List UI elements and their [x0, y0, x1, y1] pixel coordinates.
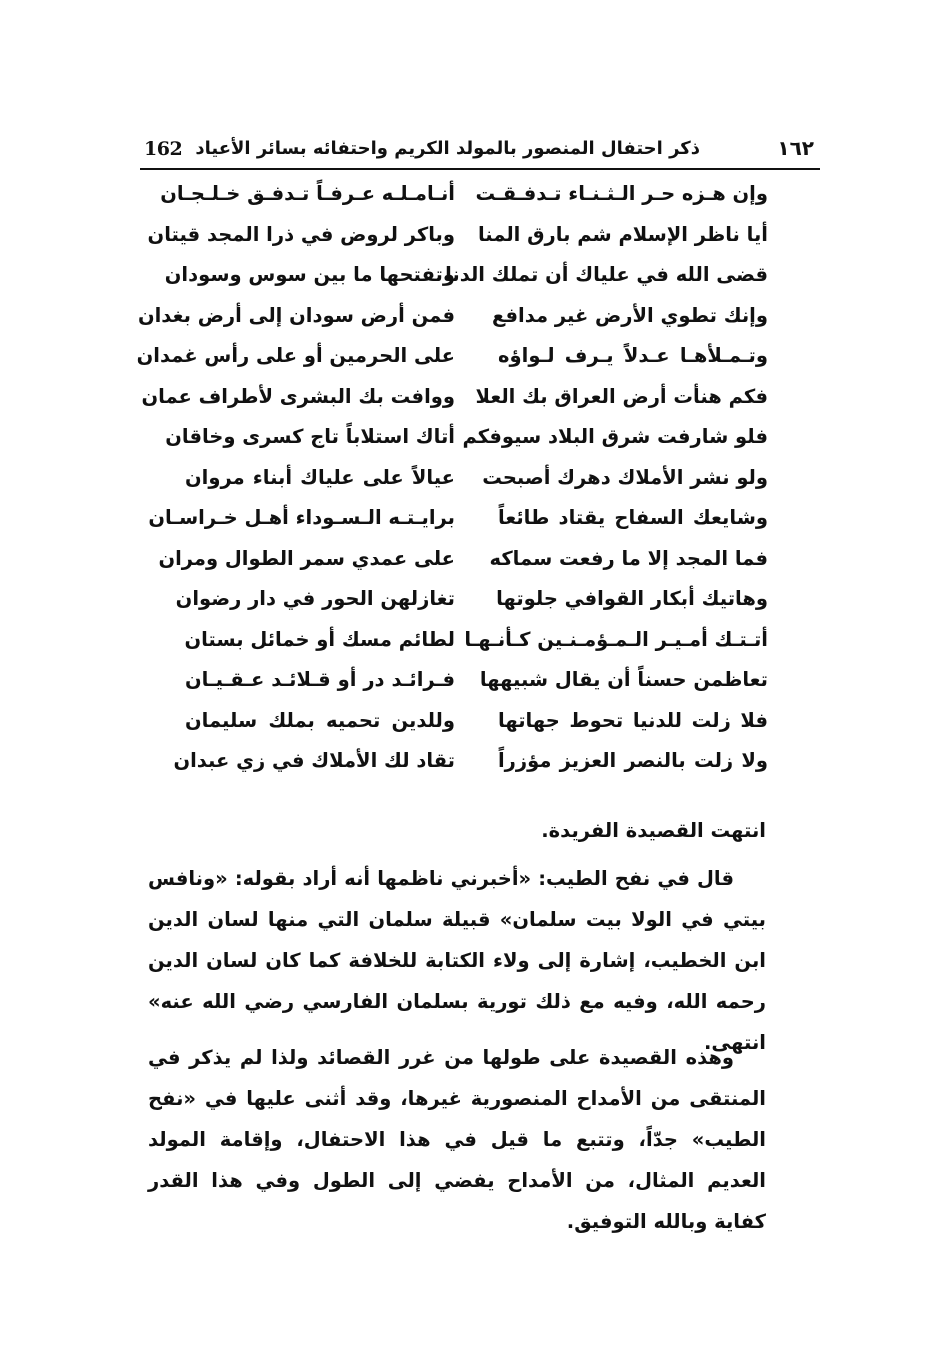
page-header — [140, 132, 820, 170]
verse-second-hemistich: فـرائـد در أو قـلائـد عـقـيـان — [185, 668, 455, 691]
verse — [136, 342, 830, 383]
running-title: ذكر احتفال المنصور بالمولد الكريم واحتفائه بسائر الأعياد — [195, 138, 700, 159]
poem-end-note: انتهت القصيدة الفريدة. — [541, 819, 766, 842]
verse-second-hemistich: أنـامـلـه عـرفـاً تـدفـق خـلـجـان — [160, 182, 455, 205]
verse — [150, 626, 830, 667]
verse-second-hemistich: برايـتـه الـسـوداء أهـل خـراسـان — [148, 506, 455, 529]
verse-first-hemistich: فلا زلت للدنيا تحوط جهاتها — [498, 708, 768, 732]
verse-first-hemistich: فما المجد إلا ما رفعت سماكه — [489, 546, 768, 570]
verse-first-hemistich: ولا زلت بالنصر العزيز مؤزراً — [498, 749, 768, 772]
verse — [150, 707, 830, 748]
verse-first-hemistich: قضى الله في علياك أن تملك الدنا — [445, 263, 768, 286]
verse — [150, 180, 830, 221]
verse-second-hemistich: وللدين تحميه بملك سليمان — [185, 708, 455, 732]
verse-second-hemistich: تغازلهن الحور في دار رضوان — [175, 587, 455, 610]
verse-first-hemistich: أيا ناظر الإسلام شم بارق المنا — [477, 222, 768, 246]
page-number-arabic: ١٦٢ — [777, 136, 814, 160]
verse-second-hemistich: على عمدي سمر الطوال ومران — [158, 546, 455, 570]
verse — [150, 261, 830, 302]
verse-second-hemistich: أتاك استلاباً تاج كسرى وخاقان — [165, 425, 455, 448]
verse — [137, 302, 830, 343]
verse — [141, 383, 830, 424]
verse-first-hemistich: وإنك تطوي الأرض غير مدافع — [491, 303, 768, 327]
verse-first-hemistich: ولو نشر الأملاك دهرك أصبحت — [482, 465, 768, 489]
verse — [150, 545, 830, 586]
verse — [150, 666, 830, 707]
verse — [150, 423, 830, 464]
verse-first-hemistich: تعاظمن حسناً أن يقال شبيهها — [479, 668, 768, 691]
verse-first-hemistich: وتـمـلأهـا عـدلاً يـرف لـواؤه — [498, 344, 768, 367]
page-number-latin: 162 — [144, 138, 183, 160]
verse-first-hemistich: أتـتـك أمـيـر الـمـؤمـنـين كـأنـهـا — [464, 627, 768, 651]
verse — [150, 585, 830, 626]
verse-second-hemistich: تقاد لك الأملاك في زي عبدان — [173, 749, 455, 772]
verse-second-hemistich: وتفتحها ما بين سوس وسودان — [164, 263, 455, 286]
verse-first-hemistich: وهاتيك أبكار القوافي جلوتها — [496, 587, 768, 610]
poem — [136, 180, 830, 788]
verse — [150, 464, 830, 505]
paragraph-nafh-al-tib: قال في نفح الطيب: «أخبرني ناظمها أنه أراد بقوله: «ونافس بيتي في الولا بيت سلمان» قبيلة سلمان التي منها لسان الدين ابن الخطيب، إشارة إلى ولاء الكتابة للخلافة كما كان لسان الدين رحمه الله، وفيه مع ذلك تورية بسلمان الفارسي رضي الله عنه» انتهى. — [148, 867, 766, 1054]
paragraph-closing: وهذه القصيدة على طولها من غرر القصائد ولذا لم يذكر في المنتقى من الأمداح المنصورية غيرها، وقد أثنى عليها في «نفح الطيب» جدّاً، وتتبع ما قيل في هذا الاحتفال، وإقامة المولد العديم المثال، من الأمداح يفضي إلى الطول وفي هذا القدر كفاية وبالله التوفيق. — [148, 1046, 766, 1233]
verse — [150, 747, 830, 788]
verse-second-hemistich: لطائم مسك أو خمائل بستان — [184, 627, 455, 651]
verse-second-hemistich: عيالاً على علياك أبناء مروان — [185, 465, 455, 489]
verse-first-hemistich: وإن هـزه حـر الـثـنـاء تـدفـقـت — [475, 182, 768, 205]
verse-first-hemistich: فكم هنأت أرض العراق بك العلا — [475, 384, 768, 408]
verse — [150, 504, 830, 545]
verse-second-hemistich: فمن أرض سودان إلى أرض بغدان — [137, 303, 455, 327]
verse-second-hemistich: ووافت بك البشرى لأطراف عمان — [141, 384, 455, 408]
verse-second-hemistich: على الحرمين أو على رأس غمدان — [136, 344, 455, 367]
verse-first-hemistich: فلو شارفت شرق البلاد سيوفكم — [462, 425, 768, 448]
verse — [147, 221, 830, 262]
verse-first-hemistich: وشايعك السفاح يقتاد طائعاً — [498, 506, 768, 529]
verse-second-hemistich: وباكر لروض في ذرا المجد قيتان — [147, 222, 455, 246]
